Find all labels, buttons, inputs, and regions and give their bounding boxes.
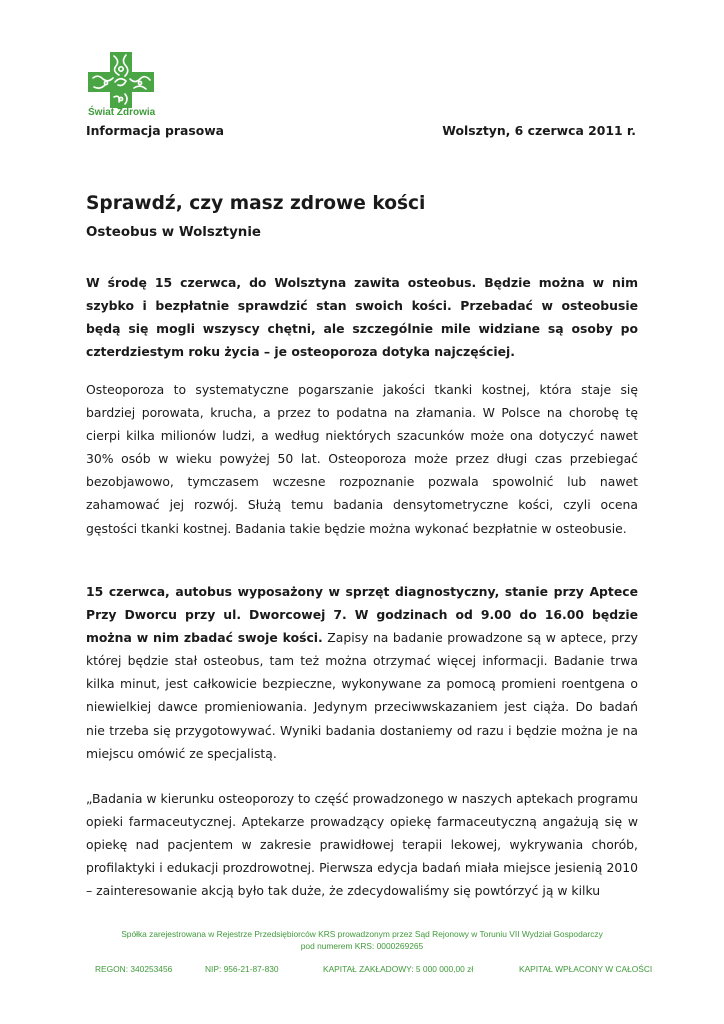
green-cross-icon (88, 52, 154, 108)
place-date: Wolsztyn, 6 czerwca 2011 r. (442, 123, 636, 138)
footer-registration: Spółka zarejestrowana w Rejestrze Przedsiębiorców KRS prowadzonym przez Sąd Rejonowy w Toruniu VII Wydział Gospodarczy (121, 929, 603, 939)
body-paragraph-quote: „Badania w kierunku osteoporozy to część prowadzonego w naszych aptekach programu opieki farmaceutycznej. Aptekarze prowadzący opiekę farmaceutyczną angażują się w opiekę nad pacjentem w zakresie prawidłowej terapii lekowej, wykrywania chorób, profilaktyki i edukacji prozdrowotnej. Pierwsza edycja badań miała miejsce jesienią 2010 – zainteresowanie akcją było tak duże, że zdecydowaliśmy się powtórzyć ją w kilku (86, 791, 638, 899)
press-header (86, 123, 636, 141)
page-subtitle: Osteobus w Wolsztynie (86, 225, 261, 240)
footer-capital: KAPITAŁ ZAKŁADOWY: 5 000 000,00 zł (323, 964, 474, 974)
footer-capital-paid: KAPITAŁ WPŁACONY W CAŁOŚCI (519, 964, 653, 974)
press-release-label: Informacja prasowa (86, 123, 225, 138)
lead-paragraph: W środę 15 czerwca, do Wolsztyna zawita osteobus. Będzie można w nim szybko i bezpłatnie sprawdzić stan swoich kości. Przebadać w osteobusie będą się mogli wszyscy chętni, ale szczególnie mile widziane są osoby po czterdziestym roku życia – je osteoporoza dotyka najczęściej. (86, 275, 638, 360)
event-details-bold: 15 czerwca, autobus wyposażony w sprzęt diagnostyczny, stanie przy Aptece Przy Dworcu przy ul. Dworcowej 7. W godzinach od 9.00 do 16.00 będzie można w nim zbadać swoje kości. (86, 584, 638, 646)
page-title: Sprawdź, czy masz zdrowe kości (86, 193, 426, 214)
footer-nip: NIP: 956-21-87-830 (205, 964, 279, 974)
body-paragraph-event (86, 580, 638, 765)
footer-regon: REGON: 340253456 (95, 964, 173, 974)
swiat-zdrowia-logo (88, 52, 156, 122)
event-details-text: Zapisy na badanie prowadzone są w aptece, przy której będzie stał osteobus, tam też można otrzymać więcej informacji. Badanie trwa kilka minut, jest całkowicie bezpieczne, wykonywane za pomocą promieni roentgena o niewielkiej dawce promieniowania. Jedynym przeciwwskazaniem jest ciąża. Do badań nie trzeba się przygotowywać. Wyniki badania dostaniemy od razu i będzie można je na miejscu omówić ze specjalistą. (86, 630, 638, 761)
footer-krs: pod numerem KRS: 0000269265 (300, 941, 424, 951)
body-paragraph-osteoporosis: Osteoporoza to systematyczne pogarszanie jakości tkanki kostnej, która staje się bardziej porowata, krucha, a przez to podatna na złamania. W Polsce na chorobę tę cierpi kilka milionów ludzi, a według niektórych szacunków może ona dotyczyć nawet 30% osób w wieku powyżej 50 lat. Osteoporoza może przez długi czas przebiegać bezobjawowo, tymczasem wczesne rozpoznanie pozwala spowolnić lub nawet zahamować jej rozwój. Służą temu badania densytometryczne kości, czyli ocena gęstości tkanki kostnej. Badania takie będzie można wykonać bezpłatnie w osteobusie. (86, 382, 638, 536)
logo-text: Świat Zdrowia (88, 107, 156, 118)
